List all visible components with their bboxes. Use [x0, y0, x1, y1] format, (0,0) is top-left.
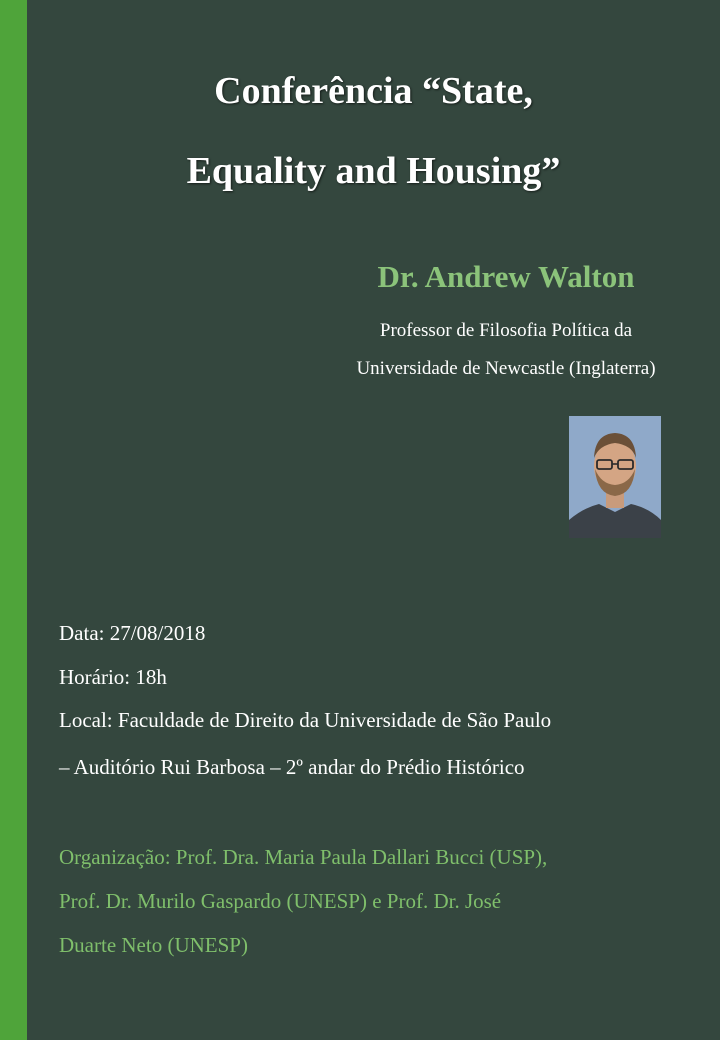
title-line-1: Conferência “State,	[214, 70, 533, 112]
event-time: Horário: 18h	[59, 665, 167, 689]
speaker-role-line-1: Professor de Filosofia Política da	[379, 320, 633, 341]
organization-line-1: Organização: Prof. Dra. Maria Paula Dallari Bucci (USP),	[59, 845, 548, 869]
speaker-portrait-image	[569, 416, 661, 538]
event-location-line-1: Local: Faculdade de Direito da Universidade de São Paulo	[59, 708, 552, 732]
organization-line-2: Prof. Dr. Murilo Gaspardo (UNESP) e Prof. Dr. José	[59, 889, 502, 913]
speaker-name: Dr. Andrew Walton	[377, 259, 635, 294]
speaker-role-line-2: Universidade de Newcastle (Inglaterra)	[356, 358, 656, 379]
accent-bar	[0, 0, 27, 1040]
event-location-line-2: – Auditório Rui Barbosa – 2º andar do Prédio Histórico	[59, 755, 525, 779]
event-date: Data: 27/08/2018	[59, 621, 206, 645]
speaker-photo	[569, 416, 661, 538]
organization-line-3: Duarte Neto (UNESP)	[59, 933, 248, 957]
title-line-2: Equality and Housing”	[186, 150, 561, 192]
